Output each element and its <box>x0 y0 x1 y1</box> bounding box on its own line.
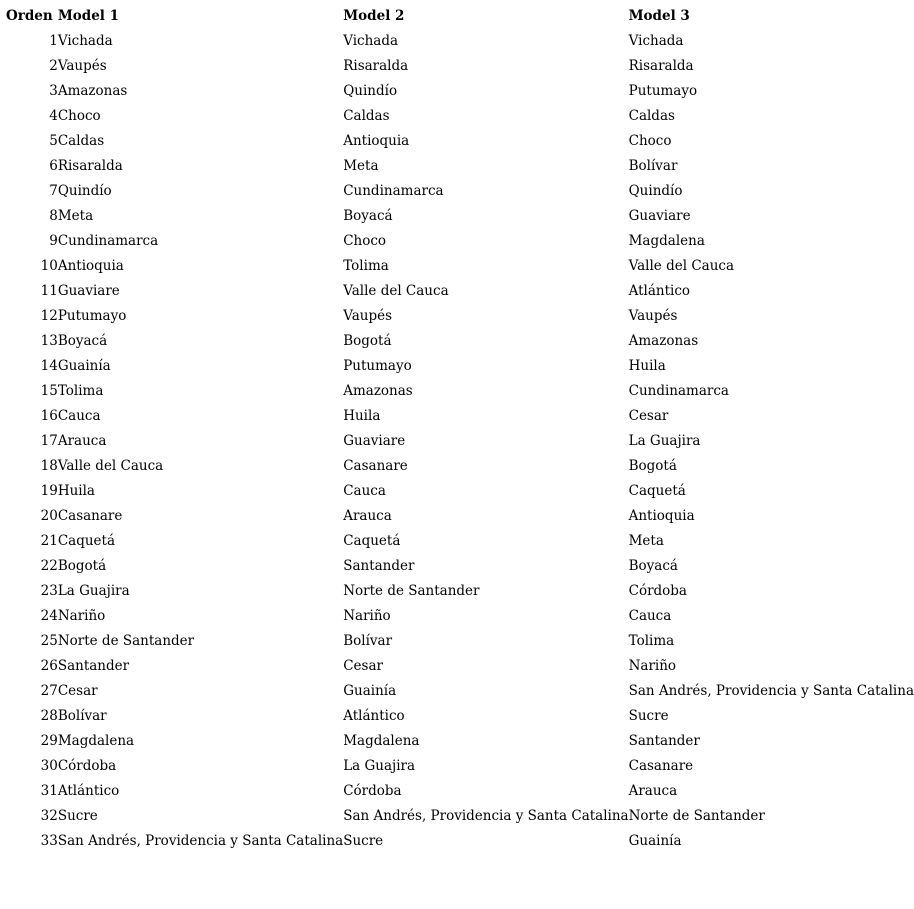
model-1-cell: San Andrés, Providencia y Santa Catalina <box>57 833 344 849</box>
model-2-cell: Magdalena <box>343 733 420 749</box>
model-3-cell: Tolima <box>628 633 675 649</box>
model-2-cell: Guaviare <box>343 433 406 449</box>
model-2-cell: Meta <box>343 158 379 174</box>
model-1-cell: Huila <box>57 483 95 499</box>
model-3-cell: Guaviare <box>628 208 691 224</box>
table-row <box>6 29 914 54</box>
model-1-cell: Guaviare <box>57 283 120 299</box>
table-row <box>6 279 914 304</box>
rank-cell: 22 <box>40 558 58 574</box>
model-3-cell: Caldas <box>628 108 675 124</box>
model-3-cell: Magdalena <box>628 233 705 249</box>
rank-cell: 14 <box>40 358 58 374</box>
table-row <box>6 454 914 479</box>
model-1-cell: Guainía <box>57 358 111 374</box>
table-row <box>6 504 914 529</box>
model-1-cell: Bogotá <box>57 558 107 574</box>
model-3-cell: Casanare <box>628 758 694 774</box>
model-1-cell: Meta <box>57 208 94 224</box>
model-1-cell: Córdoba <box>57 758 117 774</box>
table-row <box>6 229 914 254</box>
rank-cell: 4 <box>49 108 58 124</box>
rank-cell: 18 <box>40 458 58 474</box>
model-3-cell: Bolívar <box>628 158 678 174</box>
model-1-cell: La Guajira <box>57 583 130 599</box>
table-row <box>6 329 914 354</box>
model-2-cell: Amazonas <box>343 383 413 399</box>
table-body <box>6 29 914 854</box>
model-2-cell: Santander <box>343 558 415 574</box>
model-2-cell: Risaralda <box>343 58 409 74</box>
model-2-cell: Huila <box>343 408 381 424</box>
rank-cell: 30 <box>40 758 58 774</box>
model-3-cell: Arauca <box>628 783 678 799</box>
model-1-cell: Cauca <box>57 408 101 424</box>
rank-cell: 16 <box>40 408 58 424</box>
model-3-cell: San Andrés, Providencia y Santa Catalina <box>628 683 914 699</box>
rank-cell: 20 <box>40 508 58 524</box>
table-row <box>6 379 914 404</box>
rank-cell: 26 <box>40 658 58 674</box>
table-row <box>6 79 914 104</box>
model-3-cell: Sucre <box>628 708 669 724</box>
model-3-cell: Córdoba <box>628 583 687 599</box>
ranking-table <box>6 4 914 854</box>
rank-cell: 25 <box>40 633 58 649</box>
model-3-cell: Caquetá <box>628 483 686 499</box>
table-row <box>6 729 914 754</box>
model-1-cell: Arauca <box>57 433 107 449</box>
model-2-cell: Cesar <box>343 658 383 674</box>
rank-cell: 5 <box>49 133 58 149</box>
rank-cell: 8 <box>49 208 58 224</box>
rank-cell: 2 <box>49 58 58 74</box>
model-3-cell: Bogotá <box>628 458 677 474</box>
rank-cell: 19 <box>40 483 58 499</box>
model-1-cell: Cesar <box>57 683 98 699</box>
model-2-cell: Boyacá <box>343 208 393 224</box>
model-3-cell: Vichada <box>628 33 684 49</box>
rank-cell: 27 <box>40 683 58 699</box>
model-3-cell: Vaupés <box>628 308 678 324</box>
table-row <box>6 529 914 554</box>
model-2-cell: Cauca <box>343 483 386 499</box>
model-2-cell: Caldas <box>343 108 390 124</box>
model-2-cell: Antioquia <box>343 133 410 149</box>
model-1-cell: Quindío <box>57 183 112 199</box>
rank-cell: 10 <box>40 258 58 274</box>
rank-cell: 29 <box>40 733 58 749</box>
model-1-cell: Vichada <box>57 33 113 49</box>
model-2-cell: Bogotá <box>343 333 392 349</box>
model-2-cell: Caquetá <box>343 533 401 549</box>
model-2-cell: Atlántico <box>343 708 405 724</box>
model-2-cell: Quindío <box>343 83 398 99</box>
table-row <box>6 154 914 179</box>
rank-cell: 24 <box>40 608 58 624</box>
model-1-cell: Bolívar <box>57 708 107 724</box>
model-1-cell: Atlántico <box>57 783 120 799</box>
model-1-cell: Caquetá <box>57 533 116 549</box>
header-row <box>6 4 914 29</box>
model-2-cell: Norte de Santander <box>343 583 480 599</box>
model-3-cell: Norte de Santander <box>628 808 765 824</box>
model-3-cell: Nariño <box>628 658 677 674</box>
model-3-cell: Quindío <box>628 183 683 199</box>
model-1-cell: Sucre <box>57 808 98 824</box>
table-row <box>6 404 914 429</box>
model-1-cell: Amazonas <box>57 83 128 99</box>
model-3-cell: Risaralda <box>628 58 694 74</box>
model-1-cell: Putumayo <box>57 308 127 324</box>
table-row <box>6 704 914 729</box>
table-row <box>6 579 914 604</box>
model-3-cell: Santander <box>628 733 700 749</box>
rank-cell: 31 <box>40 783 58 799</box>
table-row <box>6 654 914 679</box>
table-row <box>6 129 914 154</box>
rank-cell: 3 <box>49 83 58 99</box>
model-1-cell: Norte de Santander <box>57 633 195 649</box>
table-row <box>6 354 914 379</box>
rank-cell: 12 <box>40 308 58 324</box>
model-2-cell: La Guajira <box>343 758 416 774</box>
model-2-cell: Putumayo <box>343 358 412 374</box>
rank-cell: 17 <box>40 433 58 449</box>
table-row <box>6 779 914 804</box>
model-1-cell: Antioquia <box>57 258 124 274</box>
model-2-cell: Bolívar <box>343 633 393 649</box>
model-1-cell: Vaupés <box>57 58 107 74</box>
model-2-cell: Guainía <box>343 683 397 699</box>
rank-cell: 23 <box>40 583 58 599</box>
rank-cell: 9 <box>49 233 58 249</box>
table-row <box>6 304 914 329</box>
model-1-cell: Magdalena <box>57 733 135 749</box>
header-orden: Orden <box>6 8 53 24</box>
model-1-cell: Choco <box>57 108 101 124</box>
rank-cell: 13 <box>40 333 58 349</box>
rank-cell: 28 <box>40 708 58 724</box>
model-2-cell: Casanare <box>343 458 408 474</box>
model-2-cell: Vichada <box>343 33 399 49</box>
model-3-cell: Boyacá <box>628 558 678 574</box>
model-1-cell: Santander <box>57 658 130 674</box>
model-1-cell: Nariño <box>57 608 106 624</box>
model-2-cell: Valle del Cauca <box>343 283 449 299</box>
model-2-cell: Choco <box>343 233 387 249</box>
rank-cell: 1 <box>49 33 58 49</box>
model-3-cell: La Guajira <box>628 433 701 449</box>
table-row <box>6 629 914 654</box>
table-row <box>6 679 914 704</box>
header-model-2: Model 2 <box>343 8 405 24</box>
model-2-cell: Tolima <box>343 258 389 274</box>
model-3-cell: Cauca <box>628 608 672 624</box>
table-row <box>6 204 914 229</box>
rank-cell: 11 <box>40 283 58 299</box>
model-3-cell: Cesar <box>628 408 669 424</box>
model-1-cell: Caldas <box>57 133 105 149</box>
model-3-cell: Guainía <box>628 833 682 849</box>
header-model-3: Model 3 <box>628 8 690 24</box>
table-row <box>6 604 914 629</box>
model-2-cell: San Andrés, Providencia y Santa Catalina <box>343 808 629 824</box>
model-3-cell: Valle del Cauca <box>628 258 735 274</box>
table-row <box>6 429 914 454</box>
model-2-cell: Córdoba <box>343 783 402 799</box>
table-row <box>6 829 914 854</box>
model-1-cell: Boyacá <box>57 333 108 349</box>
model-2-cell: Vaupés <box>343 308 393 324</box>
model-3-cell: Atlántico <box>628 283 691 299</box>
header-model-1: Model 1 <box>57 8 120 24</box>
table-row <box>6 179 914 204</box>
table-row <box>6 254 914 279</box>
model-2-cell: Arauca <box>343 508 392 524</box>
model-2-cell: Sucre <box>343 833 384 849</box>
table-row <box>6 754 914 779</box>
rank-cell: 6 <box>49 158 58 174</box>
table-row <box>6 804 914 829</box>
model-3-cell: Cundinamarca <box>628 383 729 399</box>
model-1-cell: Risaralda <box>57 158 123 174</box>
table-row <box>6 104 914 129</box>
model-3-cell: Antioquia <box>628 508 695 524</box>
model-3-cell: Huila <box>628 358 666 374</box>
model-1-cell: Casanare <box>57 508 123 524</box>
rank-cell: 7 <box>49 183 58 199</box>
model-3-cell: Putumayo <box>628 83 698 99</box>
rank-cell: 15 <box>40 383 58 399</box>
model-2-cell: Cundinamarca <box>343 183 444 199</box>
model-1-cell: Tolima <box>57 383 104 399</box>
rank-cell: 32 <box>40 808 58 824</box>
model-3-cell: Amazonas <box>628 333 699 349</box>
rank-cell: 21 <box>40 533 58 549</box>
model-3-cell: Choco <box>628 133 672 149</box>
model-3-cell: Meta <box>628 533 664 549</box>
rank-cell: 33 <box>40 833 58 849</box>
table-row <box>6 479 914 504</box>
model-2-cell: Nariño <box>343 608 391 624</box>
model-1-cell: Valle del Cauca <box>57 458 164 474</box>
table-row <box>6 54 914 79</box>
table-row <box>6 554 914 579</box>
model-1-cell: Cundinamarca <box>57 233 159 249</box>
